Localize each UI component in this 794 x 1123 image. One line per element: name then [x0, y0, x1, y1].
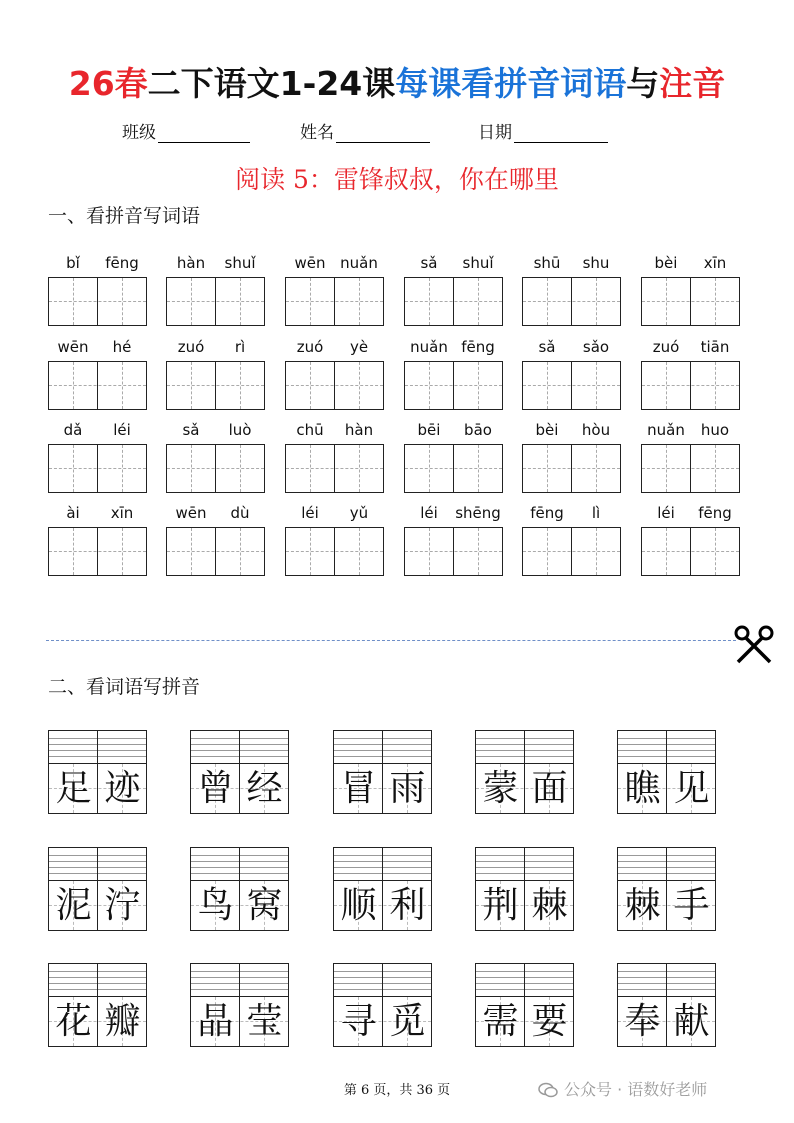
word-box	[333, 730, 432, 814]
pinyin-syllable: ài	[66, 504, 80, 522]
pinyin-syllable: nuǎn	[410, 338, 448, 356]
writing-box[interactable]	[522, 361, 621, 410]
date-blank[interactable]	[514, 124, 608, 143]
word-char: 瞧	[624, 768, 661, 809]
word-char: 泥	[55, 885, 92, 926]
writing-box[interactable]	[48, 361, 147, 410]
word-char: 棘	[624, 885, 661, 926]
word-chars	[190, 764, 289, 814]
word-chars	[333, 881, 432, 931]
pinyin-syllable: chū	[296, 421, 324, 439]
word-chars	[190, 997, 289, 1047]
pinyin-syllable: shēng	[455, 504, 501, 522]
word-char: 见	[673, 768, 710, 809]
pinyin-writing-lines[interactable]	[190, 963, 289, 997]
class-blank[interactable]	[158, 124, 250, 143]
writing-box[interactable]	[166, 527, 265, 576]
word-chars	[333, 764, 432, 814]
scissors-icon	[730, 620, 778, 668]
pinyin-writing-lines[interactable]	[48, 963, 147, 997]
pinyin-writing-lines[interactable]	[190, 847, 289, 881]
word-box	[333, 963, 432, 1047]
pinyin-syllable: fēng	[530, 504, 564, 522]
pinyin-syllable: sǎ	[182, 421, 200, 439]
pinyin-syllable: shuǐ	[462, 254, 494, 272]
date-field[interactable]	[478, 118, 608, 143]
pinyin-syllable: hàn	[344, 421, 374, 439]
pinyin-syllable: léi	[301, 504, 319, 522]
word-char: 蒙	[482, 768, 519, 809]
word-char: 利	[389, 885, 426, 926]
pinyin-syllable: léi	[113, 421, 131, 439]
writing-box[interactable]	[285, 361, 384, 410]
title-topic: 每课看拼音词语	[395, 64, 627, 103]
word-box	[617, 847, 716, 931]
word-char: 献	[673, 1001, 710, 1042]
pinyin-syllable: shū	[533, 254, 561, 272]
title-grade: 二下语文1-24课	[147, 64, 396, 103]
pinyin-syllable: fēng	[698, 504, 732, 522]
word-char: 冒	[340, 768, 377, 809]
word-char: 窝	[246, 885, 283, 926]
page-title	[0, 58, 794, 105]
word-chars	[617, 881, 716, 931]
pinyin-syllable: rì	[234, 338, 246, 356]
word-char: 瓣	[104, 1001, 141, 1042]
word-char: 花	[55, 1001, 92, 1042]
section1-title: 一、看拼音写词语	[48, 205, 201, 227]
pinyin-writing-lines[interactable]	[617, 963, 716, 997]
pinyin-syllable: bāo	[464, 421, 492, 439]
pinyin-writing-lines[interactable]	[48, 730, 147, 764]
word-char: 足	[55, 768, 92, 809]
pinyin-syllable: fēng	[105, 254, 139, 272]
word-char: 迹	[104, 768, 141, 809]
word-box	[48, 730, 147, 814]
word-char: 手	[673, 885, 710, 926]
writing-box[interactable]	[522, 527, 621, 576]
word-chars	[333, 997, 432, 1047]
word-chars	[617, 997, 716, 1047]
word-char: 曾	[197, 768, 234, 809]
section2-title: 二、看词语写拼音	[48, 676, 201, 698]
pinyin-syllable: léi	[420, 504, 438, 522]
writing-box[interactable]	[48, 444, 147, 493]
word-char: 寻	[340, 1001, 377, 1042]
pinyin-syllable: léi	[657, 504, 675, 522]
pinyin-writing-lines[interactable]	[475, 730, 574, 764]
pinyin-syllable: huo	[700, 421, 730, 439]
word-char: 泞	[104, 885, 141, 926]
writing-box[interactable]	[641, 444, 740, 493]
pinyin-writing-lines[interactable]	[475, 963, 574, 997]
writing-box[interactable]	[166, 444, 265, 493]
pinyin-syllable: luò	[228, 421, 252, 439]
pinyin-syllable: nuǎn	[647, 421, 685, 439]
writing-box[interactable]	[166, 361, 265, 410]
pinyin-writing-lines[interactable]	[333, 847, 432, 881]
pinyin-writing-lines[interactable]	[333, 963, 432, 997]
title-and: 与	[626, 64, 660, 103]
watermark-text: 公众号 · 语数好老师	[564, 1080, 708, 1099]
writing-box[interactable]	[404, 444, 503, 493]
word-char: 棘	[531, 885, 568, 926]
title-year: 26春	[68, 64, 148, 103]
word-box	[48, 847, 147, 931]
pinyin-syllable: tiān	[700, 338, 730, 356]
pinyin-syllable: shuǐ	[224, 254, 256, 272]
word-chars	[475, 997, 574, 1047]
word-char: 雨	[389, 768, 426, 809]
word-char: 莹	[246, 1001, 283, 1042]
word-box	[475, 963, 574, 1047]
writing-box[interactable]	[404, 361, 503, 410]
name-blank[interactable]	[336, 124, 430, 143]
pinyin-syllable: shu	[582, 254, 610, 272]
class-field[interactable]	[122, 118, 250, 143]
cut-line	[46, 640, 736, 641]
word-char: 鸟	[197, 885, 234, 926]
class-label: 班级	[122, 123, 156, 143]
pinyin-writing-lines[interactable]	[190, 730, 289, 764]
word-chars	[190, 881, 289, 931]
page-footer: 第 6 页，共 36 页	[343, 1083, 451, 1098]
pinyin-writing-lines[interactable]	[617, 730, 716, 764]
word-box	[190, 963, 289, 1047]
pinyin-syllable: dù	[230, 504, 250, 522]
pinyin-syllable: sǎ	[420, 254, 438, 272]
watermark	[538, 1077, 707, 1100]
pinyin-syllable: wēn	[57, 338, 89, 356]
pinyin-syllable: zuó	[177, 338, 205, 356]
pinyin-writing-lines[interactable]	[475, 847, 574, 881]
pinyin-syllable: lì	[591, 504, 601, 522]
lesson-title: 阅读 5：雷锋叔叔，你在哪里	[235, 165, 559, 194]
name-label: 姓名	[300, 123, 334, 143]
word-box	[190, 847, 289, 931]
pinyin-syllable: xīn	[703, 254, 727, 272]
word-chars	[48, 764, 147, 814]
pinyin-writing-lines[interactable]	[333, 730, 432, 764]
word-box	[475, 847, 574, 931]
word-box	[617, 963, 716, 1047]
writing-box[interactable]	[285, 444, 384, 493]
writing-box[interactable]	[404, 277, 503, 326]
writing-box[interactable]	[522, 277, 621, 326]
word-box	[48, 963, 147, 1047]
writing-box[interactable]	[641, 277, 740, 326]
word-char: 面	[531, 768, 568, 809]
word-box	[333, 847, 432, 931]
pinyin-writing-lines[interactable]	[617, 847, 716, 881]
writing-box[interactable]	[48, 277, 147, 326]
pinyin-syllable: xīn	[110, 504, 134, 522]
word-chars	[48, 881, 147, 931]
writing-box[interactable]	[285, 527, 384, 576]
word-char: 觅	[389, 1001, 426, 1042]
word-char: 经	[246, 768, 283, 809]
pinyin-syllable: hé	[112, 338, 132, 356]
word-chars	[48, 997, 147, 1047]
pinyin-syllable: dǎ	[63, 421, 83, 439]
writing-box[interactable]	[522, 444, 621, 493]
word-box	[475, 730, 574, 814]
name-field[interactable]	[300, 118, 430, 143]
pinyin-syllable: wēn	[294, 254, 326, 272]
word-chars	[475, 764, 574, 814]
word-char: 晶	[197, 1001, 234, 1042]
pinyin-syllable: bǐ	[66, 254, 80, 272]
pinyin-syllable: hòu	[581, 421, 611, 439]
pinyin-writing-lines[interactable]	[48, 847, 147, 881]
title-zhuyin: 注音	[659, 64, 726, 103]
pinyin-syllable: hàn	[176, 254, 206, 272]
pinyin-syllable: bèi	[535, 421, 559, 439]
word-char: 顺	[340, 885, 377, 926]
writing-box[interactable]	[166, 277, 265, 326]
word-char: 要	[531, 1001, 568, 1042]
pinyin-syllable: sǎ	[538, 338, 556, 356]
word-box	[617, 730, 716, 814]
pinyin-syllable: yè	[349, 338, 369, 356]
pinyin-syllable: wēn	[175, 504, 207, 522]
writing-box[interactable]	[404, 527, 503, 576]
writing-box[interactable]	[641, 527, 740, 576]
pinyin-syllable: fēng	[461, 338, 495, 356]
pinyin-syllable: bèi	[654, 254, 678, 272]
word-char: 需	[482, 1001, 519, 1042]
writing-box[interactable]	[48, 527, 147, 576]
word-box	[190, 730, 289, 814]
pinyin-syllable: zuó	[652, 338, 680, 356]
word-char: 奉	[624, 1001, 661, 1042]
writing-box[interactable]	[641, 361, 740, 410]
wechat-icon	[538, 1082, 558, 1098]
word-char: 荆	[482, 885, 519, 926]
word-chars	[475, 881, 574, 931]
pinyin-syllable: bēi	[417, 421, 441, 439]
writing-box[interactable]	[285, 277, 384, 326]
pinyin-syllable: zuó	[296, 338, 324, 356]
word-chars	[617, 764, 716, 814]
pinyin-syllable: sǎo	[582, 338, 610, 356]
pinyin-syllable: yǔ	[349, 504, 369, 522]
pinyin-syllable: nuǎn	[340, 254, 378, 272]
date-label: 日期	[478, 123, 512, 143]
